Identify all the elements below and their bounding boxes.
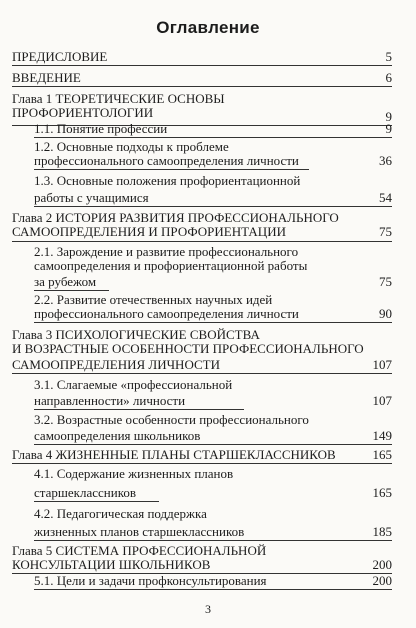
toc-entry-section-2-1[interactable]: [34, 244, 392, 289]
toc-page-number: 200: [372, 573, 392, 588]
toc-entry-section-1-2[interactable]: [34, 139, 392, 168]
toc-entry-title: Глава 5 СИСТЕМА ПРОФЕССИОНАЛЬНОЙ: [12, 543, 267, 558]
toc-entry-title-cont: за рубежом: [34, 274, 97, 289]
toc-page-number: 200: [372, 557, 392, 572]
toc-entry-section-1-3[interactable]: [34, 173, 392, 205]
page-number: 3: [205, 602, 211, 616]
toc-page-number: 9: [385, 121, 392, 136]
toc-entry-introduction[interactable]: [12, 70, 392, 85]
toc-entry-title-cont: И ВОЗРАСТНЫЕ ОСОБЕННОСТИ ПРОФЕССИОНАЛЬНОГО: [12, 341, 364, 356]
toc-entry-chapter-2[interactable]: [12, 210, 392, 239]
toc-entry-title-cont: САМООПРЕДЕЛЕНИЯ ЛИЧНОСТИ: [12, 357, 220, 372]
toc-page-number: 90: [379, 306, 392, 321]
toc-page-number: 9: [385, 109, 392, 124]
toc-entry-section-5-1[interactable]: [34, 573, 392, 588]
page-title: Оглавление: [156, 18, 260, 37]
toc-entry-title-cont: направленности» личности: [34, 393, 186, 408]
toc-entry-section-4-1[interactable]: [34, 466, 392, 500]
toc-entry-title: 4.2. Педагогическая поддержка: [34, 506, 207, 521]
toc-page-number: 149: [372, 428, 392, 443]
toc-page-number: 6: [385, 70, 392, 85]
toc-entry-title: 2.2. Развитие отечественных научных идей: [34, 292, 273, 307]
toc-page-number: 165: [372, 447, 392, 462]
toc-entry-title: Глава 1 ТЕОРЕТИЧЕСКИЕ ОСНОВЫ: [12, 91, 225, 106]
toc-entry-title: Глава 4 ЖИЗНЕННЫЕ ПЛАНЫ СТАРШЕКЛАССНИКОВ: [12, 447, 336, 462]
toc-entry-title: 5.1. Цели и задачи профконсультирования: [34, 573, 267, 588]
toc-entry-section-1-1[interactable]: [34, 121, 392, 136]
toc-page-number: 107: [372, 357, 392, 372]
toc-entry-title-cont: жизненных планов старшеклассников: [34, 524, 245, 539]
toc-page-number: 185: [372, 524, 392, 539]
toc-entry-title: ПРЕДИСЛОВИЕ: [12, 49, 108, 64]
toc-entry-title-cont: самоопределения школьников: [34, 428, 201, 443]
toc-page-number: 54: [379, 190, 392, 205]
toc-entry-title: 3.2. Возрастные особенности профессионального: [34, 412, 309, 427]
toc-entry-title-cont: работы с учащимися: [34, 190, 149, 205]
toc-page-number: 75: [379, 224, 392, 239]
toc-page-number: 75: [379, 274, 392, 289]
toc-entry-section-3-1[interactable]: [34, 377, 392, 408]
toc-page-number: 165: [372, 485, 392, 500]
toc-entry-title-cont: КОНСУЛЬТАЦИИ ШКОЛЬНИКОВ: [12, 557, 211, 572]
toc-entry-title: 4.1. Содержание жизненных планов: [34, 466, 234, 481]
toc-entry-title-cont: САМООПРЕДЕЛЕНИЯ И ПРОФОРИЕНТАЦИИ: [12, 224, 286, 239]
toc-entry-title-cont: ПРОФОРИЕНТОЛОГИИ: [12, 105, 154, 120]
toc-entry-title-cont: самоопределения и профориентационной работы: [34, 258, 308, 273]
toc-entry-title: 1.1. Понятие профессии: [34, 121, 168, 136]
toc-entry-title: 1.2. Основные подходы к проблеме: [34, 139, 229, 154]
toc-entry-chapter-5[interactable]: [12, 543, 392, 572]
toc-page-number: 107: [372, 393, 392, 408]
toc-entry-title: 3.1. Слагаемые «профессиональной: [34, 377, 233, 392]
toc-entry-title: ВВЕДЕНИЕ: [12, 70, 81, 85]
toc-page-number: 5: [385, 49, 392, 64]
toc-entry-title: 1.3. Основные положения профориентационной: [34, 173, 301, 188]
toc-page-number: 36: [379, 153, 392, 168]
toc-entry-chapter-3[interactable]: [12, 327, 392, 372]
toc-entry-preface[interactable]: [12, 49, 392, 64]
toc-entry-title: Глава 3 ПСИХОЛОГИЧЕСКИЕ СВОЙСТВА: [12, 327, 260, 342]
toc-entry-title-cont: профессионального самоопределения личности: [34, 153, 299, 168]
toc-entry-section-2-2[interactable]: [34, 292, 392, 321]
toc-entry-section-3-2[interactable]: [34, 412, 392, 443]
toc-entry-section-4-2[interactable]: [34, 506, 392, 539]
toc-entry-chapter-1[interactable]: [12, 91, 392, 124]
toc-entry-title-cont: профессионального самоопределения личности: [34, 306, 299, 321]
toc-entry-title-cont: старшеклассников: [34, 485, 136, 500]
toc-entry-chapter-4[interactable]: [12, 447, 392, 462]
toc-entry-title: Глава 2 ИСТОРИЯ РАЗВИТИЯ ПРОФЕССИОНАЛЬНОГО: [12, 210, 339, 225]
toc-entry-title: 2.1. Зарождение и развитие профессионального: [34, 244, 299, 259]
